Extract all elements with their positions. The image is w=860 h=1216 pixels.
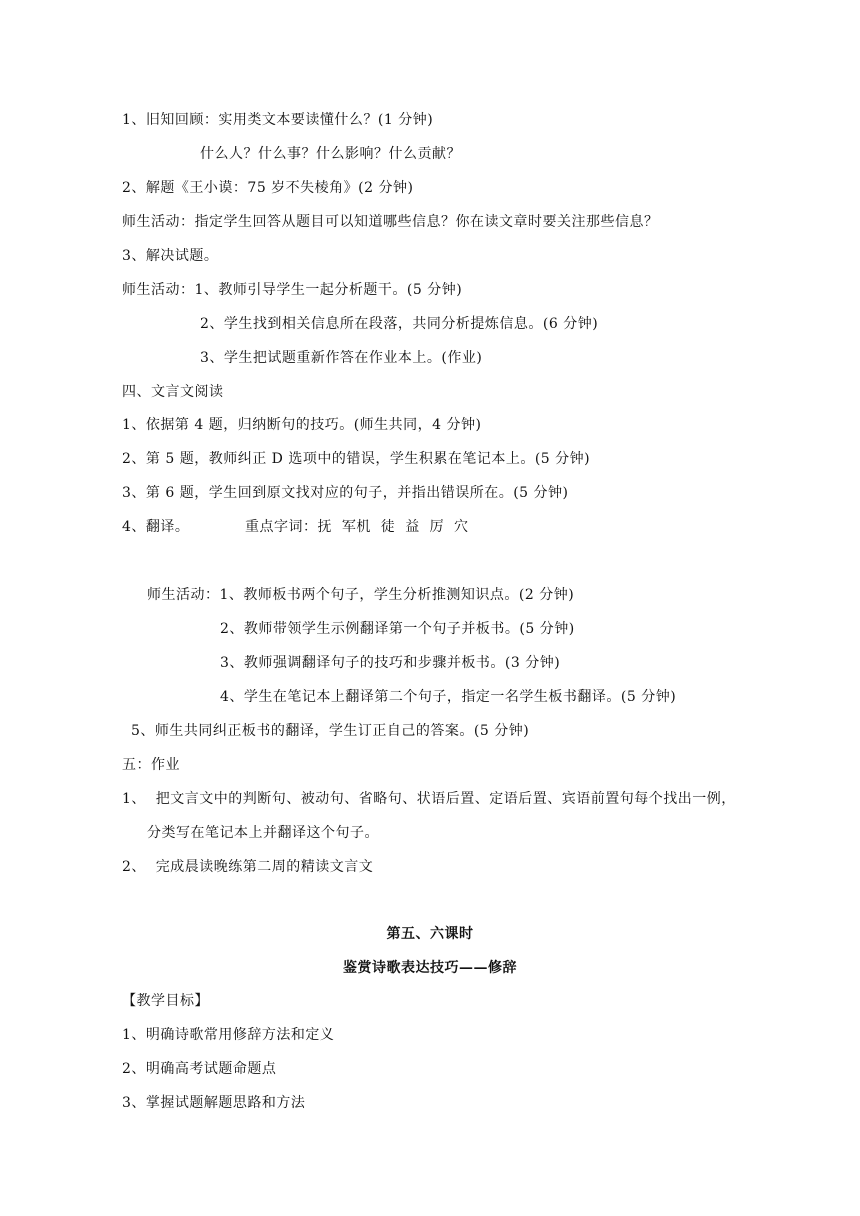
- homework-item-1: 1、 把文言文中的判断句、被动句、省略句、状语后置、定语后置、宾语前置句每个找出一例，: [122, 791, 736, 807]
- classical-line-1: 1、依据第 4 题，归纳断句的技巧。(师生共同，4 分钟): [122, 417, 482, 433]
- classical-activity-1: 师生活动：1、教师板书两个句子，学生分析推测知识点。(2 分钟): [147, 587, 575, 603]
- review-line-5: 3、解决试题。: [122, 248, 219, 264]
- goal-1: 1、明确诗歌常用修辞方法和定义: [122, 1027, 335, 1043]
- review-line-4: 师生活动：指定学生回答从题目可以知道哪些信息？你在读文章时要关注那些信息？: [122, 214, 659, 230]
- section-heading-classical: 四、文言文阅读: [122, 384, 224, 400]
- classical-activity-2: 2、教师带领学生示例翻译第一个句子并板书。(5 分钟): [220, 621, 575, 637]
- lesson-subtitle: 鉴赏诗歌表达技巧——修辞: [343, 960, 517, 976]
- homework-item-1-cont: 分类写在笔记本上并翻译这个句子。: [147, 825, 379, 841]
- lesson-title: 第五、六课时: [386, 926, 474, 942]
- review-line-2: 什么人？什么事？什么影响？什么贡献？: [200, 146, 461, 162]
- homework-item-2: 2、 完成晨读晚练第二周的精读文言文: [122, 859, 374, 875]
- review-line-1: 1、旧知回顾：实用类文本要读懂什么？(1 分钟): [122, 112, 434, 128]
- classical-line-4-keywords: 重点字词：抚 军机 徒 益 厉 穴: [245, 519, 469, 535]
- classical-line-5: 5、师生共同纠正板书的翻译，学生订正自己的答案。(5 分钟): [131, 723, 530, 739]
- classical-activity-4: 4、学生在笔记本上翻译第二个句子，指定一名学生板书翻译。(5 分钟): [220, 689, 677, 705]
- goal-2: 2、明确高考试题命题点: [122, 1061, 277, 1077]
- review-line-8: 3、学生把试题重新作答在作业本上。(作业): [200, 350, 483, 366]
- review-line-6: 师生活动：1、教师引导学生一起分析题干。(5 分钟): [122, 282, 463, 298]
- classical-line-2: 2、第 5 题，教师纠正 D 选项中的错误，学生积累在笔记本上。(5 分钟): [122, 451, 591, 467]
- classical-line-4-label: 4、翻译。: [122, 519, 190, 535]
- section-heading-homework: 五：作业: [122, 757, 180, 773]
- goal-3: 3、掌握试题解题思路和方法: [122, 1095, 306, 1111]
- classical-activity-3: 3、教师强调翻译句子的技巧和步骤并板书。(3 分钟): [220, 655, 561, 671]
- goals-heading: 【教学目标】: [122, 993, 209, 1009]
- review-line-7: 2、学生找到相关信息所在段落，共同分析提炼信息。(6 分钟): [200, 316, 599, 332]
- classical-line-3: 3、第 6 题，学生回到原文找对应的句子，并指出错误所在。(5 分钟): [122, 485, 569, 501]
- review-line-3: 2、解题《王小谟：75 岁不失棱角》(2 分钟): [122, 180, 414, 196]
